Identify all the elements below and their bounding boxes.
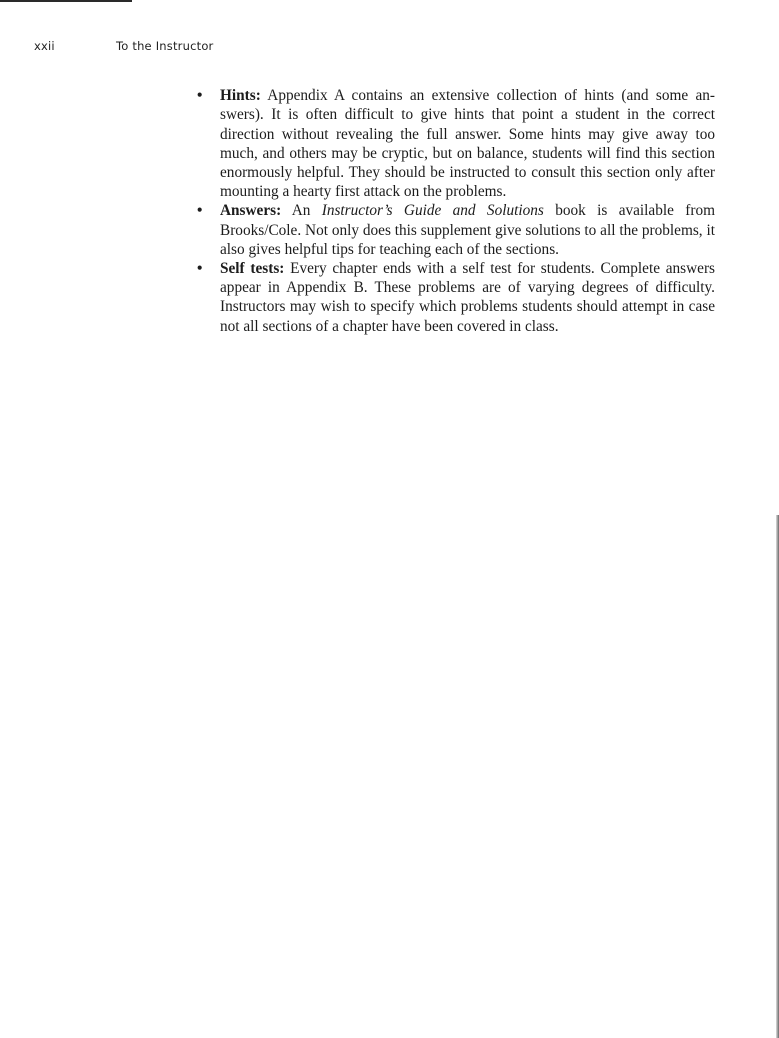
bullet-text: An [291, 202, 311, 220]
bullet-item-hints [197, 86, 715, 202]
bullet-text: Every chapter ends with a self test for students. Complete answers appear in Appendix B. These problems are of varying degrees of difficulty. Instructors may wish to specify which problems students should attempt in case not all sections of a chapter have been covered in class. [220, 259, 715, 335]
book-title: Instructor’s Guide and Solutions [321, 202, 544, 220]
bullet-icon: • [197, 202, 203, 220]
bullet-icon: • [197, 259, 203, 277]
running-head-title: To the Instructor [116, 39, 214, 53]
bullet-item-answers [197, 201, 715, 259]
bullet-term: Self tests: [220, 259, 285, 277]
bullet-item-self-tests [197, 259, 715, 336]
bullet-icon: • [197, 87, 203, 104]
bullet-term: Hints: [220, 87, 261, 104]
bullet-list [197, 86, 715, 335]
top-rule [0, 0, 132, 2]
bullet-text: book is available from Brooks/Cole. Not only does this supplement give solutions to all the problems, it also gives helpful tips for teaching each of the sections. [220, 202, 715, 258]
page-number: xxii [34, 39, 55, 53]
bullet-text: Appendix A contains an extensive collection of hints (and some answers). It is often difficult to give hints that point a student in the correct direction without revealing the full answer. Some hints may give away too much, and others may be cryptic, but on balance, students will find this section enormously helpful. They should be instructed to consult this section only after mounting a hearty first attack on the problems. [220, 87, 716, 201]
bullet-term: Answers: [220, 202, 282, 220]
